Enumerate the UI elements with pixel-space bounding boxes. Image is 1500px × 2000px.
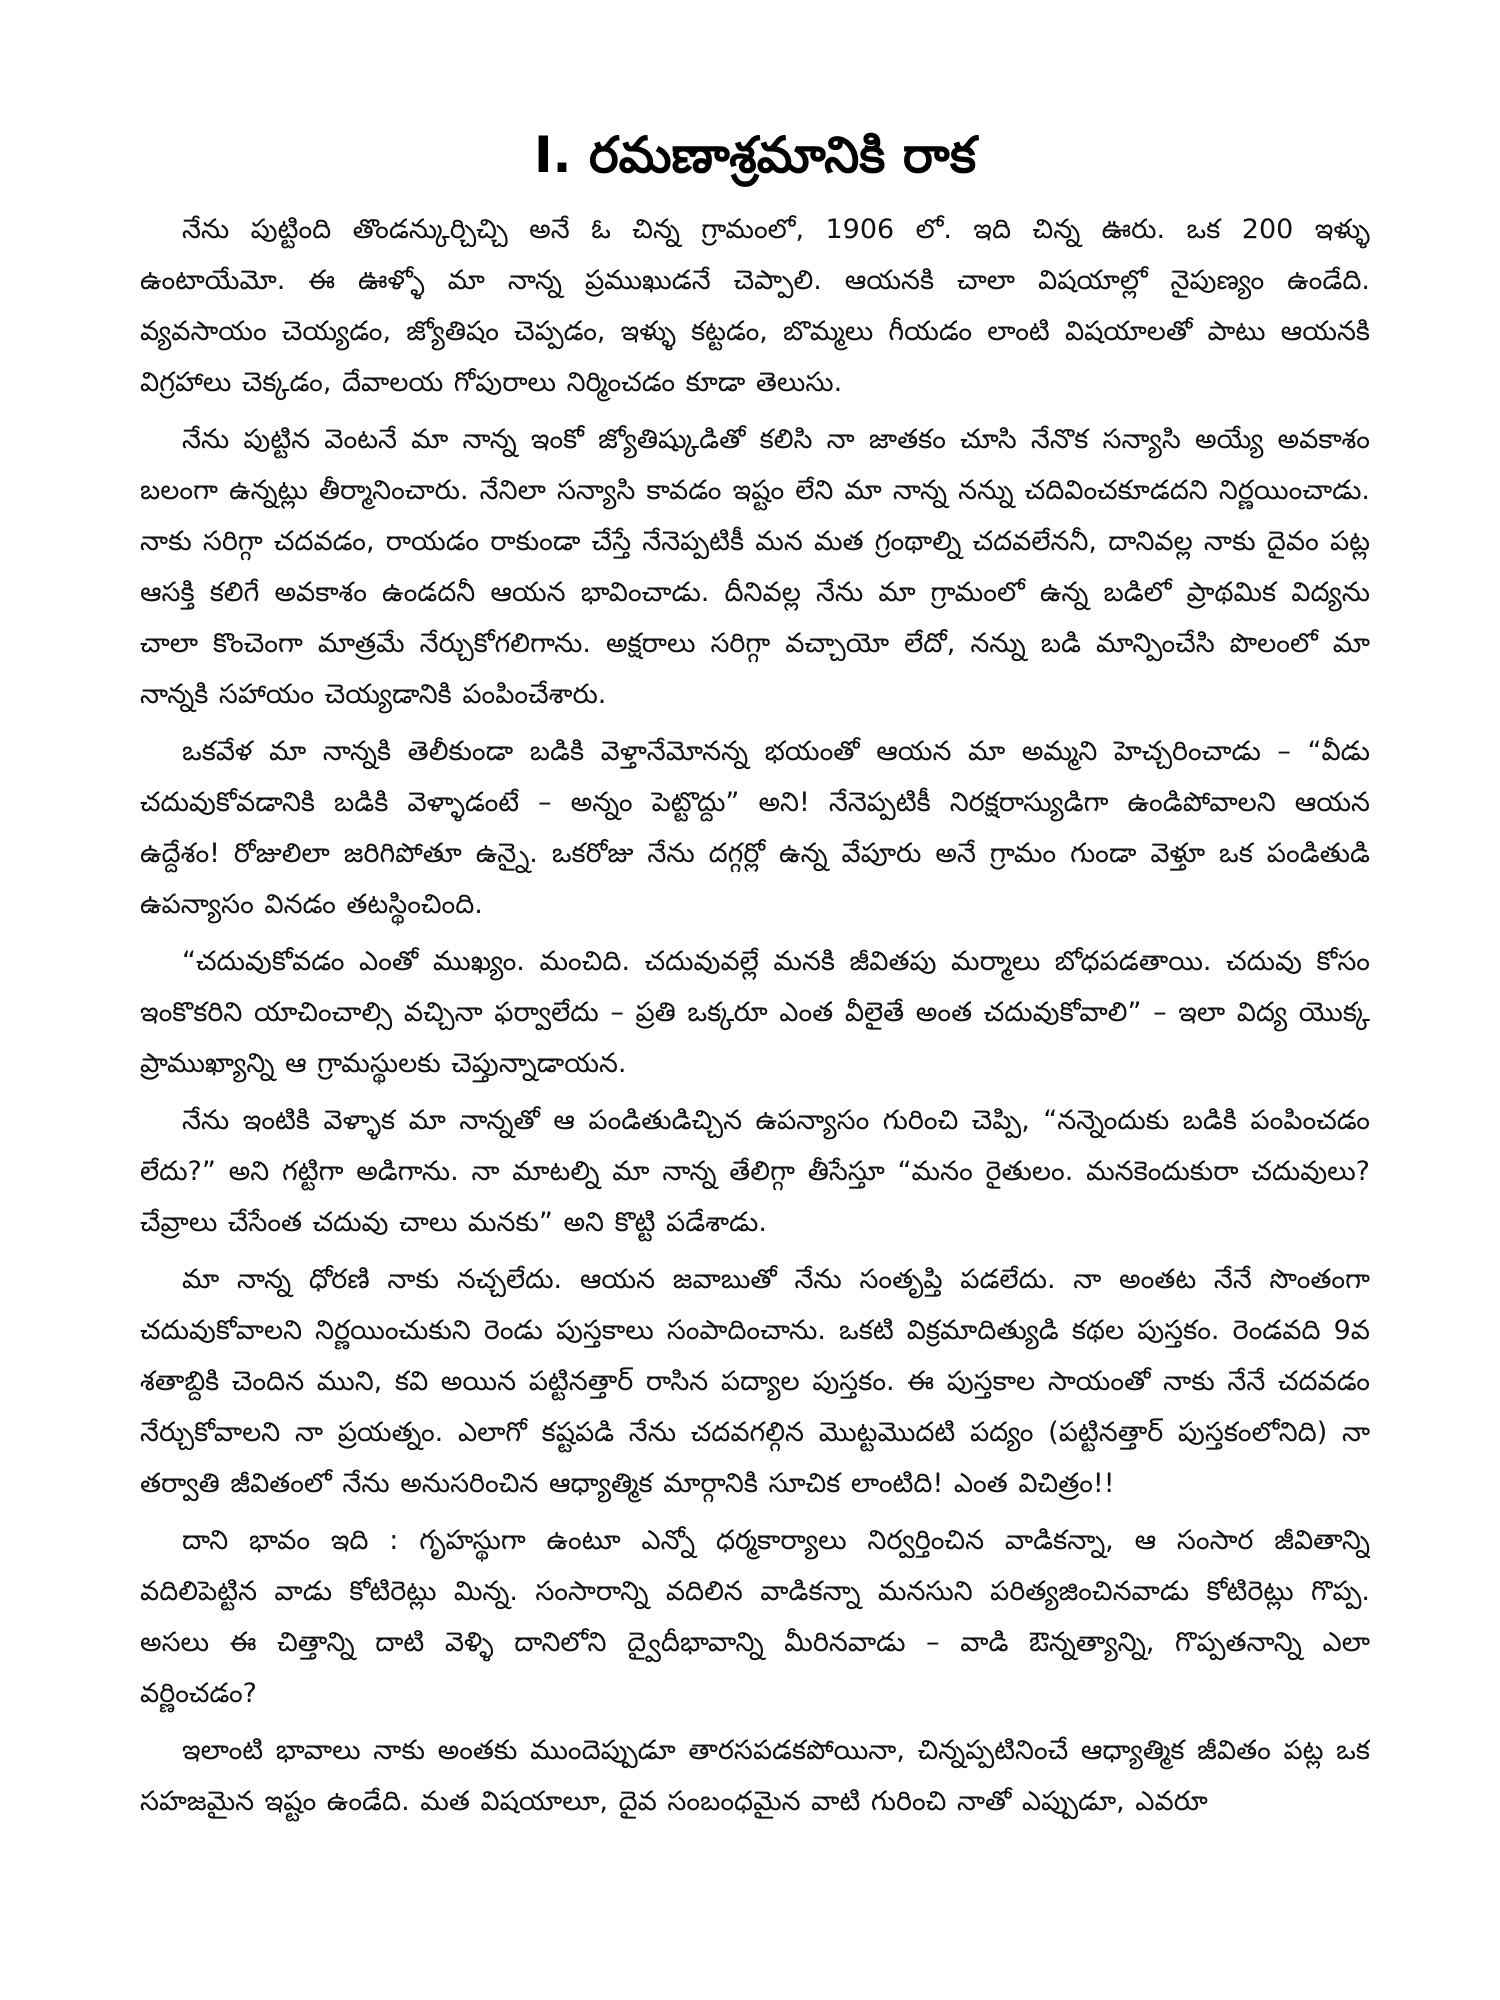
paragraph-8: ఇలాంటి భావాలు నాకు అంతకు ముందెప్పుడూ తారసపడకపోయినా, చిన్నప్పటినించే ఆధ్యాత్మిక జీవితం పట్ల ఒక సహజమైన ఇష్టం ఉండేది. మత విషయాలూ, దైవ సంబంధమైన వాటి గురించి నాతో ఎప్పుడూ, ఎవరూ <box>140 1735 1370 1817</box>
paragraph-4: “చదువుకోవడం ఎంతో ముఖ్యం. మంచిది. చదువువల్లే మనకి జీవితపు మర్మాలు బోధపడతాయి. చదువు కోసం ఇంకొకరిని యాచించాల్సి వచ్చినా ఫర్వాలేదు – ప్రతి ఒక్కరూ ఎంత వీలైతే అంత చదువుకోవాలి” – ఇలా విద్య యొక్క ప్రాముఖ్యాన్ని ఆ గ్రామస్థులకు చెప్తున్నాడాయన. <box>140 946 1370 1079</box>
paragraph-5: నేను ఇంటికి వెళ్ళాక మా నాన్నతో ఆ పండితుడిచ్చిన ఉపన్యాసం గురించి చెప్పి, “నన్నెందుకు బడికి పంపించడం లేదు?” అని గట్టిగా అడిగాను. నా మాటల్ని మా నాన్న తేలిగ్గా తీసేస్తూ “మనం రైతులం. మనకెందుకురా చదువులు? చేవ్రాలు చేసేంత చదువు చాలు మనకు” అని కొట్టి పడేశాడు. <box>140 1105 1370 1238</box>
paragraph-3: ఒకవేళ మా నాన్నకి తెలీకుండా బడికి వెళ్తానేమోనన్న భయంతో ఆయన మా అమ్మని హెచ్చరించాడు – “వీడు చదువుకోవడానికి బడికి వెళ్ళాడంటే – అన్నం పెట్టొద్దు” అని! నేనెప్పటికీ నిరక్షరాస్యుడిగా ఉండిపోవాలని ఆయన ఉద్దేశం! రోజులిలా జరిగిపోతూ ఉన్నై. ఒకరోజు నేను దగ్గర్లో ఉన్న వేపూరు అనే గ్రామం గుండా వెళ్తూ ఒక పండితుడి ఉపన్యాసం వినడం తటస్థించింది. <box>140 736 1370 920</box>
book-page <box>140 120 1370 1980</box>
paragraph-7: దాని భావం ఇది : గృహస్థుగా ఉంటూ ఎన్నో ధర్మకార్యాలు నిర్వర్తించిన వాడికన్నా, ఆ సంసార జీవితాన్ని వదిలిపెట్టిన వాడు కోటిరెట్లు మిన్న. సంసారాన్ని వదిలిన వాడికన్నా మనసుని పరిత్యజించినవాడు కోటిరెట్లు గొప్ప. అసలు ఈ చిత్తాన్ని దాటి వెళ్ళి దానిలోని ద్వైదీభావాన్ని మీరినవాడు – వాడి ఔన్నత్యాన్ని, గొప్పతనాన్ని ఎలా వర్ణించడం? <box>140 1525 1370 1709</box>
chapter-title: I. రమణాశ్రమానికి రాక <box>533 126 977 184</box>
paragraph-6: మా నాన్న ధోరణి నాకు నచ్చలేదు. ఆయన జవాబుతో నేను సంతృప్తి పడలేదు. నా అంతట నేనే సొంతంగా చదువుకోవాలని నిర్ణయించుకుని రెండు పుస్తకాలు సంపాదించాను. ఒకటి విక్రమాదిత్యుడి కథల పుస్తకం. రెండవది 9వ శతాబ్దికి చెందిన ముని, కవి అయిన పట్టినత్తార్ రాసిన పద్యాల పుస్తకం. ఈ పుస్తకాల సాయంతో నాకు నేనే చదవడం నేర్చుకోవాలని నా ప్రయత్నం. ఎలాగో కష్టపడి నేను చదవగల్గిన మొట్టమొదటి పద్యం (పట్టినత్తార్ పుస్తకంలోనిది) నా తర్వాతి జీవితంలో నేను అనుసరించిన ఆధ్యాత్మిక మార్గానికి సూచిక లాంటిది! ఎంత విచిత్రం!! <box>140 1264 1370 1499</box>
paragraph-1: నేను పుట్టింది తొండన్కుర్చిచ్చి అనే ఓ చిన్న గ్రామంలో, 1906 లో. ఇది చిన్న ఊరు. ఒక 200 ఇళ్ళు ఉంటాయేమో. ఈ ఊళ్ళో మా నాన్న ప్రముఖుడనే చెప్పాలి. ఆయనకి చాలా విషయాల్లో నైపుణ్యం ఉండేది. వ్యవసాయం చెయ్యడం, జ్యోతిషం చెప్పడం, ఇళ్ళు కట్టడం, బొమ్మలు గీయడం లాంటి విషయాలతో పాటు ఆయనకి విగ్రహాలు చెక్కడం, దేవాలయ గోపురాలు నిర్మించడం కూడా తెలుసు. <box>140 214 1370 398</box>
paragraph-2: నేను పుట్టిన వెంటనే మా నాన్న ఇంకో జ్యోతిష్కుడితో కలిసి నా జాతకం చూసి నేనొక సన్యాసి అయ్యే అవకాశం బలంగా ఉన్నట్లు తీర్మానించారు. నేనిలా సన్యాసి కావడం ఇష్టం లేని మా నాన్న నన్ను చదివించకూడదని నిర్ణయించాడు. నాకు సరిగ్గా చదవడం, రాయడం రాకుండా చేస్తే నేనెప్పటికీ మన మత గ్రంథాల్ని చదవలేననీ, దానివల్ల నాకు దైవం పట్ల ఆసక్తి కలిగే అవకాశం ఉండదనీ ఆయన భావించాడు. దీనివల్ల నేను మా గ్రామంలో ఉన్న బడిలో ప్రాథమిక విద్యను చాలా కొంచెంగా మాత్రమే నేర్చుకోగలిగాను. అక్షరాలు సరిగ్గా వచ్చాయో లేదో, నన్ను బడి మాన్పించేసి పొలంలో మా నాన్నకి సహాయం చెయ్యడానికి పంపించేశారు. <box>140 424 1370 710</box>
